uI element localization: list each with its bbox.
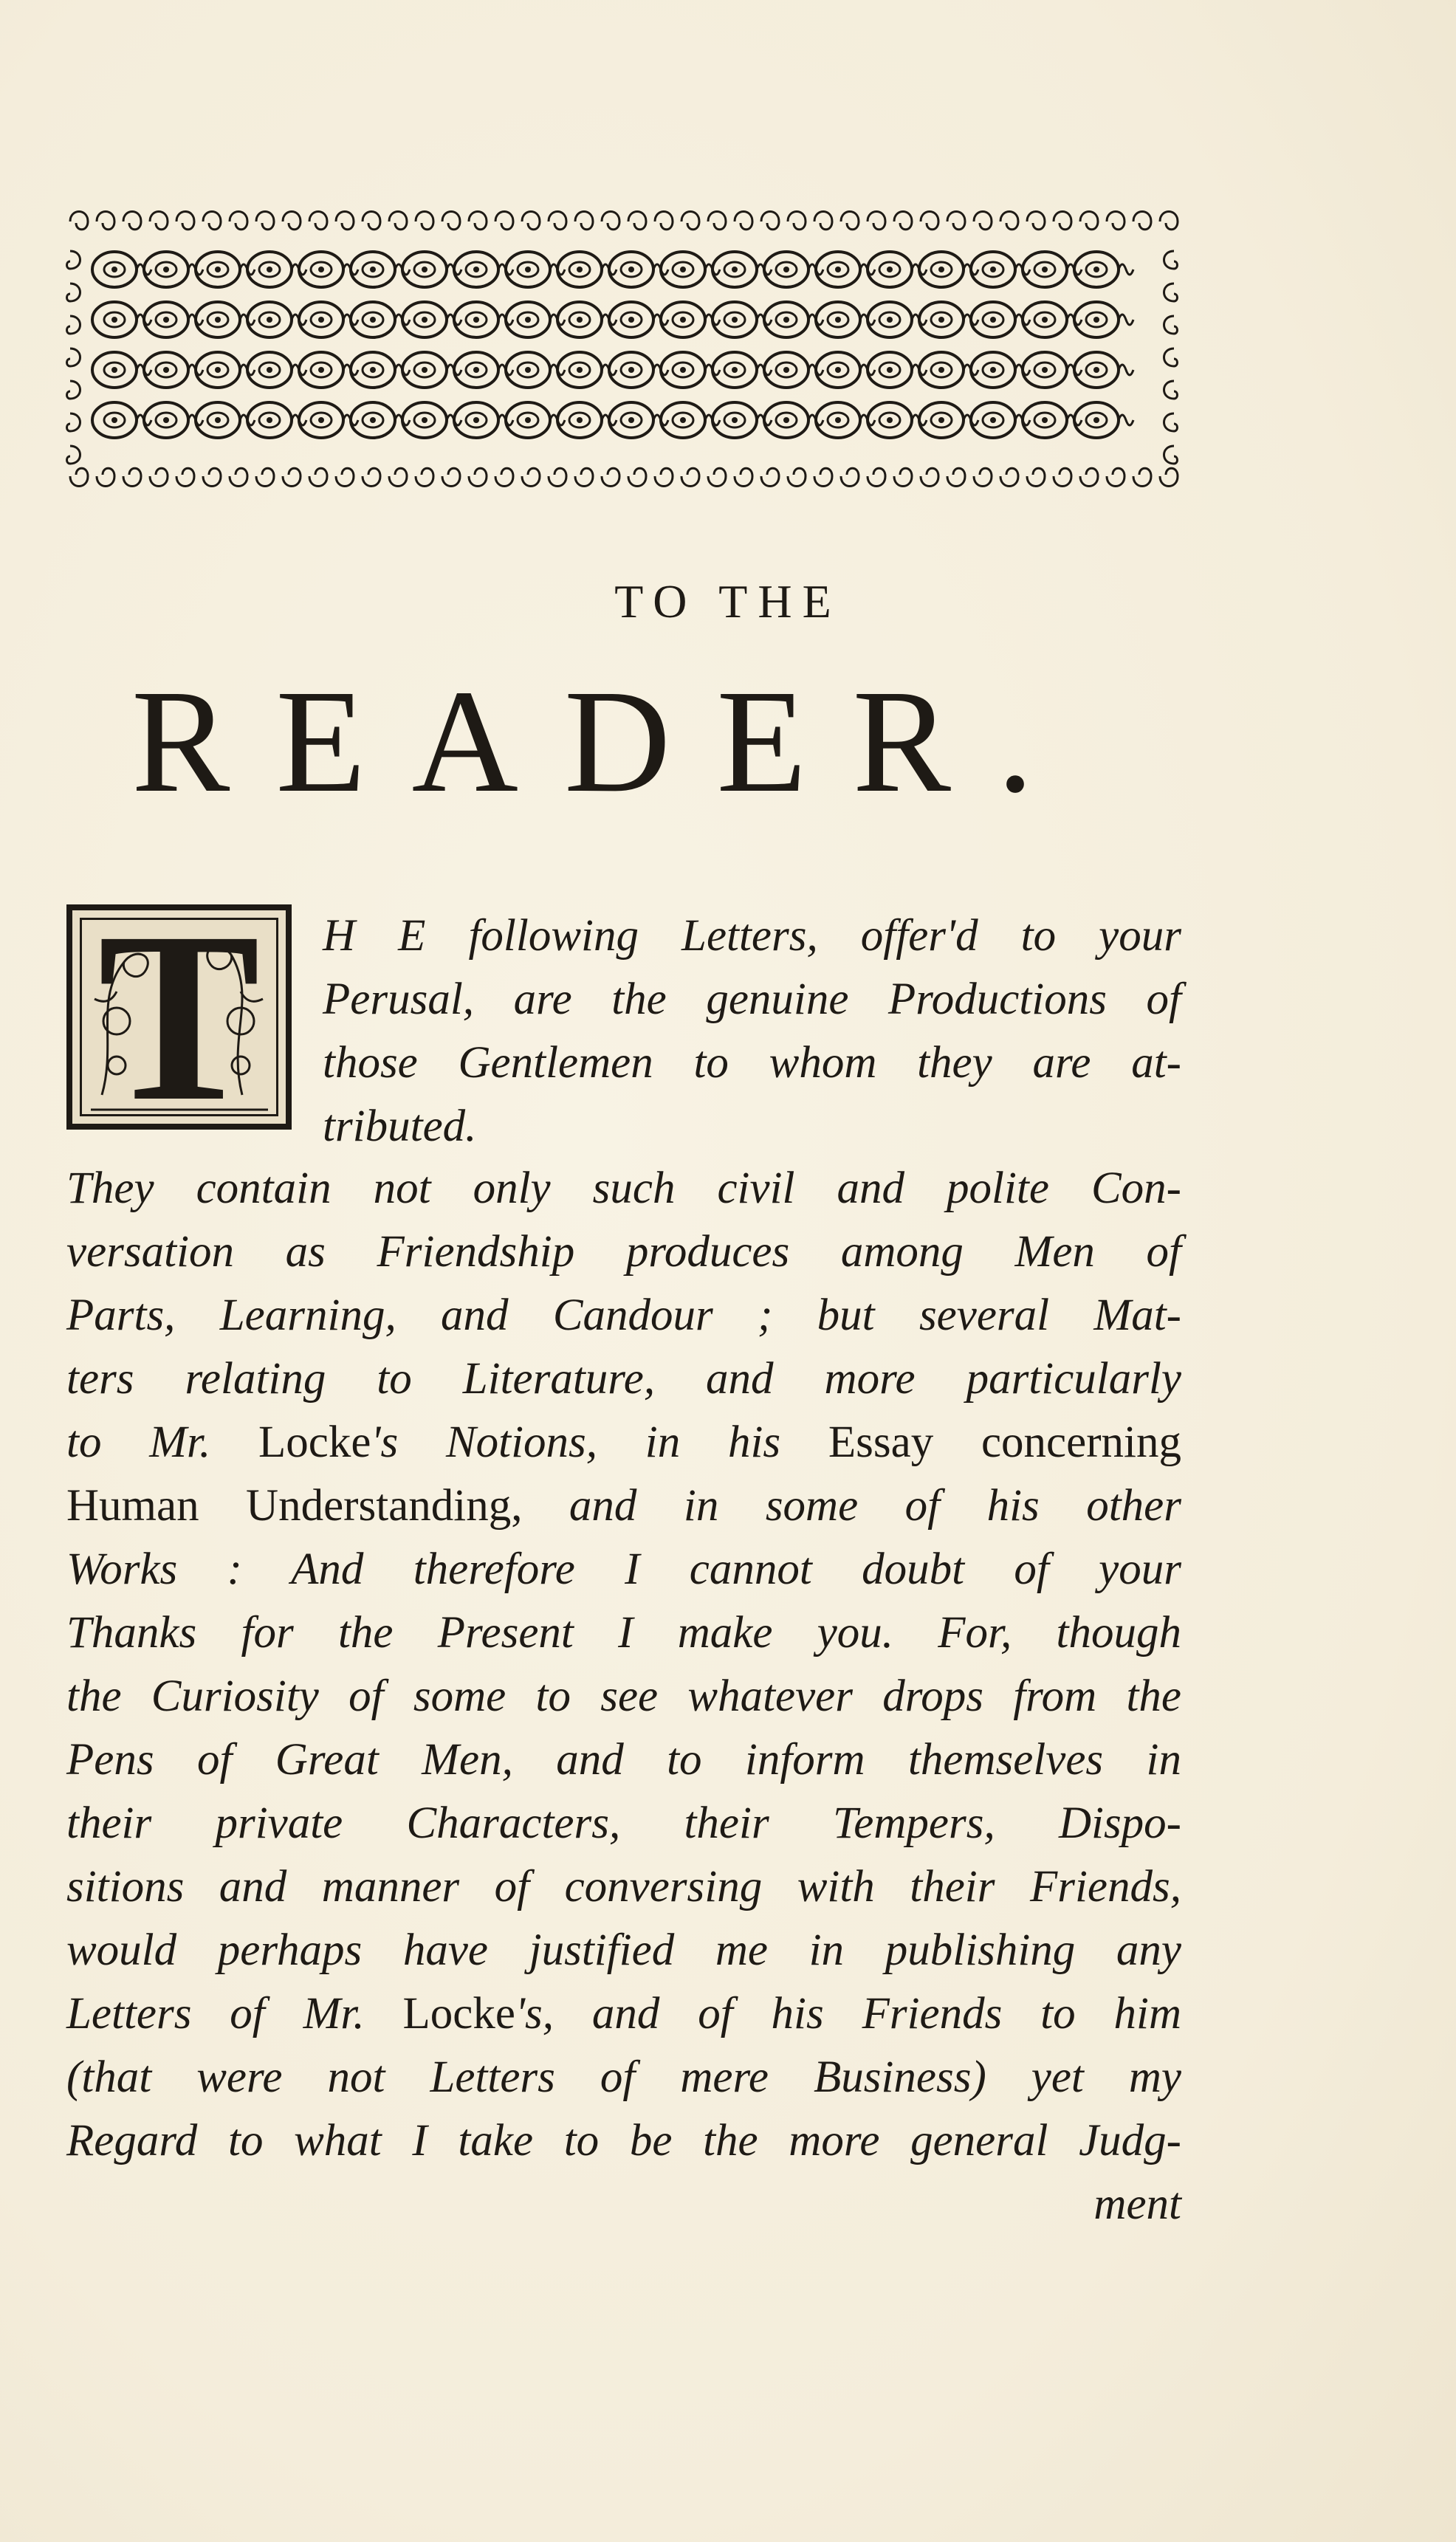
text-segment: ters relating to Literature, and more particularly: [66, 1354, 1181, 1404]
text-line: [66, 2109, 1181, 2173]
ornament-mark: [363, 468, 380, 486]
text-line: [66, 1982, 1181, 2046]
text-segment: 's, and of his Friends to him: [515, 1989, 1181, 2038]
ornament-mark: [422, 367, 427, 373]
ornament-mark: [67, 381, 80, 399]
ornament-mark: [835, 267, 841, 272]
catchword: ment: [1093, 2179, 1181, 2229]
ornament-mark: [363, 212, 380, 230]
ornament-mark: [1042, 417, 1048, 423]
ornament-mark: [921, 468, 938, 486]
text-segment: 's Notions, in his: [371, 1418, 828, 1467]
ornament-mark: [735, 468, 752, 486]
ornament-mark: [1164, 446, 1178, 464]
ornament-mark: [549, 468, 566, 486]
ornament-mark: [761, 212, 779, 230]
ornament-mark: [1160, 468, 1178, 486]
ornament-mark: [887, 267, 893, 272]
headpiece-ornament: [63, 199, 1181, 509]
ornament-mark: [283, 468, 301, 486]
text-segment: Pens of Great Men, and to inform themselves in: [66, 1735, 1181, 1784]
ornament-mark: [67, 284, 80, 301]
ornament-mark: [577, 317, 583, 323]
ornament-mark: [389, 212, 407, 230]
ornament-mark: [67, 446, 80, 464]
ornament-mark: [868, 468, 885, 486]
ornament-mark: [111, 367, 117, 373]
ornament-mark: [1093, 317, 1099, 323]
text-segment: versation as Friendship produces among Men of: [66, 1227, 1181, 1277]
ornament-mark: [1080, 212, 1098, 230]
ornament-mark: [1164, 348, 1178, 366]
ornament-mark: [318, 267, 324, 272]
ornament-mark: [783, 367, 789, 373]
ornament-mark: [473, 367, 479, 373]
text-line: [323, 1095, 1181, 1158]
ornament-mark: [150, 212, 168, 230]
drop-cap-initial: [66, 904, 292, 1130]
text-line: [66, 1474, 1181, 1538]
ornament-mark: [974, 212, 992, 230]
ornament-mark: [422, 267, 427, 272]
ornament-mark: [97, 468, 114, 486]
ornament-mark: [370, 267, 376, 272]
text-segment: to Mr.: [66, 1418, 258, 1467]
ornament-mark: [442, 212, 460, 230]
text-segment: Locke: [402, 1989, 515, 2038]
text-segment: tributed.: [323, 1102, 477, 1151]
ornament-mark: [123, 212, 141, 230]
ornament-mark: [788, 212, 806, 230]
ornament-mark: [525, 417, 531, 423]
text-line: [323, 904, 1181, 968]
ornament-mark: [1164, 316, 1178, 334]
ornament-mark: [732, 317, 738, 323]
text-segment: Locke: [258, 1418, 371, 1467]
ornament-mark: [267, 367, 272, 373]
ornament-mark: [67, 316, 80, 334]
ornament-mark: [783, 317, 789, 323]
text-segment: They contain not only such civil and polite Con-: [66, 1164, 1181, 1213]
ornament-mark: [681, 212, 699, 230]
ornament-mark: [974, 468, 992, 486]
ornament-mark: [938, 267, 944, 272]
ornament-mark: [318, 317, 324, 323]
ornament-mark: [1119, 415, 1133, 425]
ornament-mark: [370, 417, 376, 423]
text-segment: Parts, Learning, and Candour ; but several Mat-: [66, 1291, 1181, 1340]
ornament-mark: [442, 468, 460, 486]
text-segment: Works : And therefore I cannot doubt of your: [66, 1545, 1181, 1594]
ornament-mark: [577, 417, 583, 423]
ornament-mark: [70, 212, 88, 230]
ornament-mark: [256, 468, 274, 486]
ornament-mark: [868, 212, 885, 230]
ornament-mark: [67, 251, 80, 269]
ornament-mark: [1000, 212, 1018, 230]
ornament-mark: [163, 267, 169, 272]
ornament-mark: [577, 367, 583, 373]
text-segment: Human Understanding,: [66, 1481, 523, 1531]
ornament-mark: [1164, 284, 1178, 301]
ornament-mark: [389, 468, 407, 486]
ornament-mark: [680, 417, 686, 423]
text-segment: sitions and manner of conversing with their Friends,: [66, 1862, 1181, 1911]
text-line: [323, 1031, 1181, 1095]
ornament-mark: [215, 267, 221, 272]
ornament-mark: [469, 212, 487, 230]
ornament-mark: [894, 212, 912, 230]
ornament-mark: [1080, 468, 1098, 486]
text-line: [66, 1157, 1181, 1220]
ornament-mark: [835, 317, 841, 323]
ornament-mark: [887, 417, 893, 423]
ornament-mark: [1093, 417, 1099, 423]
ornament-mark: [70, 468, 88, 486]
ornament-mark: [735, 212, 752, 230]
ornament-mark: [788, 468, 806, 486]
ornament-mark: [1027, 212, 1045, 230]
ornament-mark: [203, 212, 221, 230]
text-line: [66, 1855, 1181, 1919]
text-line: [66, 1665, 1181, 1728]
ornament-mark: [1027, 468, 1045, 486]
heading-reader: READER.: [131, 660, 1079, 823]
ornament-mark: [67, 348, 80, 366]
ornament-mark: [1054, 468, 1071, 486]
ornament-mark: [938, 317, 944, 323]
ornament-mark: [990, 417, 996, 423]
ornament-mark: [680, 317, 686, 323]
text-line: [66, 1347, 1181, 1411]
ornament-mark: [163, 317, 169, 323]
ornament-mark: [495, 468, 513, 486]
text-segment: and in some of his other: [522, 1481, 1181, 1531]
ornament-mark: [1133, 468, 1151, 486]
ornament-mark: [309, 468, 327, 486]
text-segment: would perhaps have justified me in publishing any: [66, 1926, 1181, 1975]
ornament-mark: [370, 317, 376, 323]
ornament-mark: [783, 417, 789, 423]
ornament-mark: [1093, 267, 1099, 272]
drop-cap-letter: T: [97, 904, 261, 1130]
ornament-mark: [628, 317, 634, 323]
ornament-mark: [577, 267, 583, 272]
ornament-mark: [150, 468, 168, 486]
ornament-mark: [1164, 381, 1178, 399]
ornament-mark: [708, 468, 726, 486]
ornament-mark: [835, 417, 841, 423]
text-line: [66, 1220, 1181, 1284]
ornament-mark: [97, 212, 114, 230]
ornament-mark: [416, 468, 433, 486]
text-segment: Essay concerning: [828, 1418, 1181, 1467]
ornament-mark: [680, 267, 686, 272]
ornament-mark: [655, 212, 673, 230]
text-segment: H E following Letters, offer'd to your: [323, 911, 1181, 961]
text-line: [66, 1284, 1181, 1347]
ornament-mark: [176, 468, 194, 486]
ornament-mark: [215, 417, 221, 423]
ornament-mark: [938, 417, 944, 423]
ornament-mark: [921, 212, 938, 230]
ornament-mark: [938, 367, 944, 373]
text-segment: Letters of Mr.: [66, 1989, 403, 2038]
text-line: [66, 1538, 1181, 1601]
ornament-mark: [628, 367, 634, 373]
text-line: [66, 1919, 1181, 1982]
text-segment: Perusal, are the genuine Productions of: [323, 975, 1181, 1024]
ornament-mark: [887, 367, 893, 373]
catchword-block: [66, 2173, 1181, 2236]
ornament-mark: [267, 417, 272, 423]
ornament-mark: [123, 468, 141, 486]
ornament-mark: [1000, 468, 1018, 486]
ornament-mark: [814, 212, 832, 230]
text-line: [66, 1601, 1181, 1665]
ornament-mark: [1042, 367, 1048, 373]
text-line: [66, 2046, 1181, 2109]
text-segment: Regard to what I take to be the more general Judg-: [66, 2116, 1181, 2165]
ornament-mark: [680, 367, 686, 373]
ornament-mark: [835, 367, 841, 373]
ornament-mark: [990, 367, 996, 373]
ornament-mark: [495, 212, 513, 230]
ornament-mark: [473, 417, 479, 423]
paragraph-1: [323, 904, 1181, 1158]
ornament-mark: [336, 468, 354, 486]
ornament-mark: [783, 267, 789, 272]
ornament-mark: [473, 267, 479, 272]
ornament-mark: [761, 468, 779, 486]
ornament-mark: [1164, 413, 1178, 431]
ornament-mark: [215, 317, 221, 323]
ornament-mark: [522, 212, 540, 230]
ornament-mark: [732, 267, 738, 272]
ornament-mark: [990, 267, 996, 272]
ornament-mark: [887, 317, 893, 323]
ornament-mark: [111, 417, 117, 423]
ornament-mark: [283, 212, 301, 230]
ornament-mark: [655, 468, 673, 486]
ornament-mark: [628, 468, 646, 486]
ornament-mark: [1133, 212, 1151, 230]
ornament-mark: [841, 468, 859, 486]
ornament-mark: [525, 367, 531, 373]
ornament-mark: [176, 212, 194, 230]
ornament-mark: [256, 212, 274, 230]
heading-to-the: TO THE: [614, 575, 842, 628]
ornament-mark: [203, 468, 221, 486]
ornament-mark: [370, 367, 376, 373]
ornament-mark: [163, 417, 169, 423]
ornament-mark: [947, 212, 965, 230]
ornament-mark: [1119, 315, 1133, 325]
ornament-mark: [575, 468, 593, 486]
ornament-mark: [1042, 267, 1048, 272]
ornament-mark: [947, 468, 965, 486]
ornament-mark: [422, 417, 427, 423]
ornament-mark: [894, 468, 912, 486]
ornament-mark: [1107, 468, 1124, 486]
ornament-mark: [575, 212, 593, 230]
ornament-mark: [1160, 212, 1178, 230]
ornament-mark: [841, 212, 859, 230]
ornament-mark: [416, 212, 433, 230]
ornament-mark: [230, 212, 247, 230]
ornament-mark: [732, 417, 738, 423]
text-segment: Thanks for the Present I make you. For, though: [66, 1608, 1181, 1658]
ornament-mark: [708, 212, 726, 230]
ornament-mark: [525, 267, 531, 272]
ornament-mark: [525, 317, 531, 323]
ornament-mark: [1042, 317, 1048, 323]
text-segment: (that were not Letters of mere Business) yet my: [66, 2053, 1181, 2102]
ornament-mark: [215, 367, 221, 373]
ornament-mark: [549, 212, 566, 230]
ornament-mark: [628, 417, 634, 423]
ornament-mark: [628, 267, 634, 272]
ornament-mark: [522, 468, 540, 486]
ornament-mark: [1093, 367, 1099, 373]
ornament-mark: [990, 317, 996, 323]
ornament-mark: [473, 317, 479, 323]
ornament-mark: [111, 267, 117, 272]
ornament-mark: [163, 367, 169, 373]
ornament-mark: [1107, 212, 1124, 230]
ornament-mark: [1119, 264, 1133, 275]
text-line: [323, 968, 1181, 1031]
ornament-mark: [732, 367, 738, 373]
ornament-mark: [67, 413, 80, 431]
ornament-mark: [422, 317, 427, 323]
ornament-mark: [336, 212, 354, 230]
ornament-mark: [267, 317, 272, 323]
text-segment: those Gentlemen to whom they are at-: [323, 1038, 1181, 1088]
text-line: [66, 1411, 1181, 1474]
ornament-mark: [267, 267, 272, 272]
ornament-mark: [1119, 365, 1133, 375]
ornament-mark: [1054, 212, 1071, 230]
ornament-mark: [318, 367, 324, 373]
text-segment: their private Characters, their Tempers, Dispo-: [66, 1799, 1181, 1848]
ornament-mark: [309, 212, 327, 230]
ornament-mark: [628, 212, 646, 230]
text-line: [66, 1792, 1181, 1855]
paragraph-2: [66, 1157, 1181, 2173]
ornament-mark: [230, 468, 247, 486]
ornament-mark: [602, 212, 619, 230]
ornament-mark: [469, 468, 487, 486]
ornament-mark: [318, 417, 324, 423]
text-line: [66, 1728, 1181, 1792]
ornament-mark: [602, 468, 619, 486]
ornament-mark: [111, 317, 117, 323]
ornament-mark: [814, 468, 832, 486]
ornament-mark: [681, 468, 699, 486]
ornament-mark: [1164, 251, 1178, 269]
text-segment: the Curiosity of some to see whatever drops from the: [66, 1672, 1181, 1721]
